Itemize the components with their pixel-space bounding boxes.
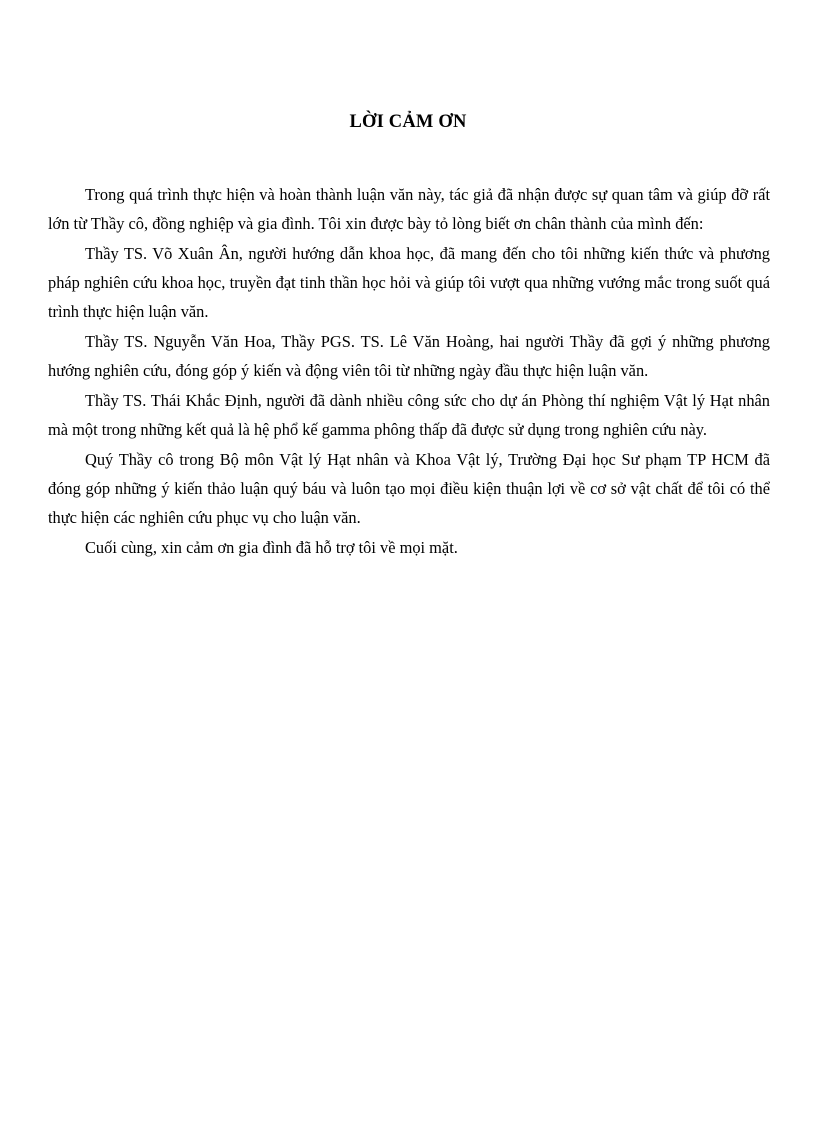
paragraph-intro: Trong quá trình thực hiện và hoàn thành luận văn này, tác giả đã nhận được sự quan tâm và giúp đỡ rất lớn từ Thầy cô, đồng nghiệp và gia đình. Tôi xin được bày tỏ lòng biết ơn chân thành của mình đến:: [48, 185, 770, 233]
paragraph-faculty: Quý Thầy cô trong Bộ môn Vật lý Hạt nhân và Khoa Vật lý, Trường Đại học Sư phạm TP HCM đã đóng góp những ý kiến thảo luận quý báu và luôn tạo mọi điều kiện thuận lợi về cơ sở vật chất để tôi có thể thực hiện các nghiên cứu phục vụ cho luận văn.: [48, 450, 770, 527]
acknowledgement-body: [48, 180, 770, 563]
paragraph-mentors: Thầy TS. Nguyễn Văn Hoa, Thầy PGS. TS. Lê Văn Hoàng, hai người Thầy đã gợi ý những phương hướng nghiên cứu, đóng góp ý kiến và động viên tôi từ những ngày đầu thực hiện luận văn.: [48, 332, 770, 380]
paragraph-lab: Thầy TS. Thái Khắc Định, người đã dành nhiều công sức cho dự án Phòng thí nghiệm Vật lý Hạt nhân mà một trong những kết quả là hệ phổ kế gamma phông thấp đã được sử dụng trong nghiên cứu này.: [48, 391, 770, 439]
paragraph-family: Cuối cùng, xin cảm ơn gia đình đã hỗ trợ tôi về mọi mặt.: [85, 538, 458, 557]
paragraph-advisor: Thầy TS. Võ Xuân Ân, người hướng dẫn khoa học, đã mang đến cho tôi những kiến thức và phương pháp nghiên cứu khoa học, truyền đạt tinh thần học hỏi và giúp tôi vượt qua những vướng mắc trong suốt quá trình thực hiện luận văn.: [48, 244, 770, 321]
page-title: LỜI CẢM ƠN: [349, 112, 467, 132]
